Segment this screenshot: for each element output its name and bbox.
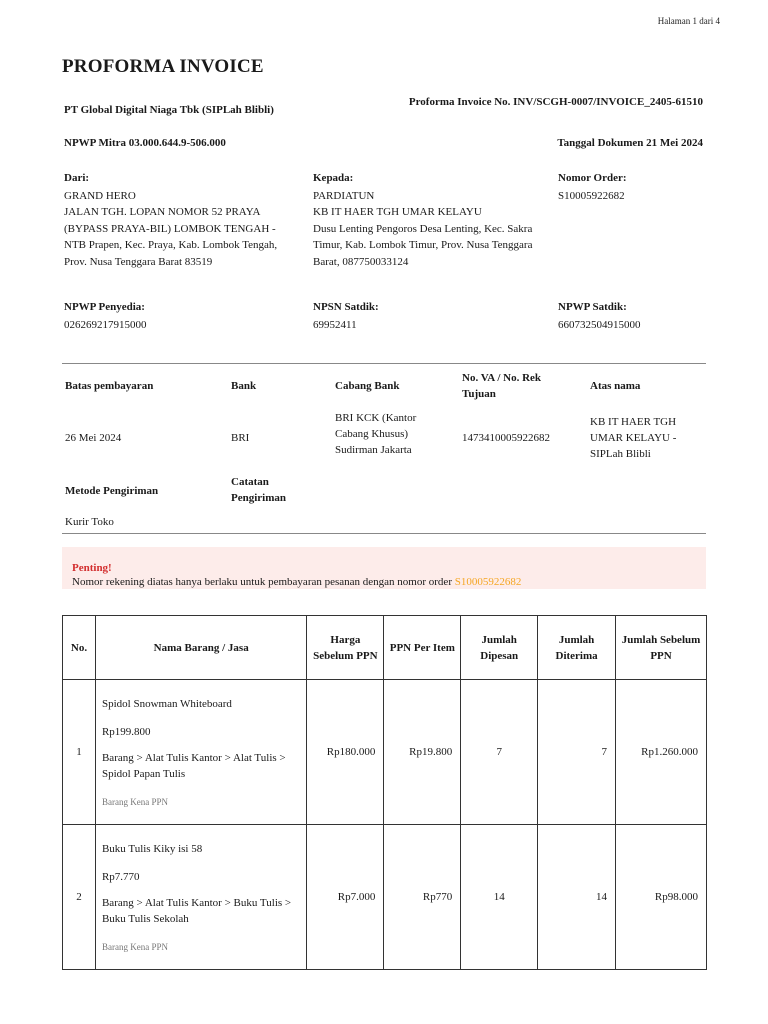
payment-deadline: 26 Mei 2024	[65, 432, 122, 444]
shipping-note-header: Catatan Pengiriman	[231, 476, 286, 504]
document-title: PROFORMA INVOICE	[62, 56, 264, 77]
payment-branch: BRI KCK (Kantor Cabang Khusus) Sudirman Jakarta	[335, 412, 417, 456]
row-price-before-ppn: Rp180.000	[307, 680, 384, 825]
order-label: Nomor Order:	[558, 172, 627, 184]
item-price: Rp199.800	[101, 726, 151, 738]
row-total: Rp98.000	[616, 825, 707, 970]
item-category: Barang > Alat Tulis Kantor > Buku Tulis > Buku Tulis Sekolah	[101, 897, 292, 925]
from-name: GRAND HERO	[64, 189, 136, 202]
header-name: Nama Barang / Jasa	[95, 616, 306, 680]
header-qty-ordered: Jumlah Dipesan	[461, 616, 538, 680]
from-label: Dari:	[64, 172, 90, 184]
payment-va-header: No. VA / No. Rek Tujuan	[462, 372, 542, 400]
to-name: PARDIATUN	[313, 189, 375, 202]
items-table	[62, 615, 707, 970]
row-total: Rp1.260.000	[616, 680, 707, 825]
table-row	[63, 680, 707, 825]
npwp-penyedia-value: 026269217915000	[64, 318, 147, 331]
payment-holder-header: Atas nama	[590, 380, 641, 392]
document-date: Tanggal Dokumen 21 Mei 2024	[557, 137, 703, 149]
row-qty-ordered: 7	[461, 680, 538, 825]
to-address: Dusu Lenting Pengoros Desa Lenting, Kec. Sakra Timur, Kab. Lombok Timur, Prov. Nusa Tenggara Barat, 087750033124	[313, 222, 533, 268]
payment-holder: KB IT HAER TGH UMAR KELAYU - SIPLah Blibli	[590, 416, 677, 460]
payment-bank-header: Bank	[231, 380, 257, 392]
notice-title: Penting!	[72, 562, 112, 574]
header-price-before-ppn: Harga Sebelum PPN	[307, 616, 384, 680]
row-price-before-ppn: Rp7.000	[307, 825, 384, 970]
row-description	[95, 825, 306, 970]
notice-text: Nomor rekening diatas hanya berlaku untuk pembayaran pesanan dengan nomor order	[72, 576, 452, 588]
company-name: PT Global Digital Niaga Tbk (SIPLah Blibli)	[64, 104, 274, 116]
npsn-satdik-value: 69952411	[313, 318, 357, 331]
shipping-method: Kurir Toko	[65, 516, 114, 528]
npwp-satdik-block	[558, 299, 708, 333]
npsn-satdik-block	[313, 299, 513, 333]
item-category: Barang > Alat Tulis Kantor > Alat Tulis > Spidol Papan Tulis	[101, 752, 286, 780]
from-address: JALAN TGH. LOPAN NOMOR 52 PRAYA (BYPASS PRAYA-BIL) LOMBOK TENGAH - NTB Prapen, Kec. Praya, Kab. Lombok Tengah, Prov. Nusa Tenggara Barat 83519	[64, 206, 278, 268]
to-block	[313, 170, 539, 270]
header-no: No.	[63, 616, 96, 680]
npwp-satdik-label: NPWP Satdik:	[558, 301, 627, 313]
row-description	[95, 680, 306, 825]
payment-branch-header: Cabang Bank	[335, 380, 400, 392]
row-no: 1	[63, 680, 96, 825]
row-no: 2	[63, 825, 96, 970]
npsn-satdik-label: NPSN Satdik:	[313, 301, 379, 313]
row-ppn: Rp770	[384, 825, 461, 970]
payment-deadline-header: Batas pembayaran	[65, 380, 154, 392]
invoice-number: Proforma Invoice No. INV/SCGH-0007/INVOICE_2405-61510	[408, 96, 703, 108]
item-tax-status: Barang Kena PPN	[101, 942, 168, 952]
notice-order-number: S10005922682	[454, 576, 522, 588]
item-price: Rp7.770	[101, 871, 140, 883]
to-school: KB IT HAER TGH UMAR KELAYU	[313, 206, 482, 218]
order-block	[558, 170, 708, 204]
to-label: Kepada:	[313, 172, 354, 184]
shipping-method-header: Metode Pengiriman	[65, 485, 159, 497]
divider-bottom	[62, 533, 706, 534]
header-total-before-ppn: Jumlah Sebelum PPN	[616, 616, 707, 680]
npwp-mitra: NPWP Mitra 03.000.644.9-506.000	[64, 137, 226, 149]
order-number: S10005922682	[558, 189, 625, 202]
from-block	[64, 170, 292, 270]
payment-bank: BRI	[231, 432, 250, 444]
npwp-satdik-value: 660732504915000	[558, 318, 641, 331]
table-row	[63, 825, 707, 970]
row-qty-received: 7	[538, 680, 616, 825]
item-tax-status: Barang Kena PPN	[101, 797, 168, 807]
payment-va: 1473410005922682	[462, 432, 550, 444]
row-qty-ordered: 14	[461, 825, 538, 970]
page-indicator: Halaman 1 dari 4	[657, 16, 720, 26]
important-notice	[62, 547, 706, 589]
table-header-row	[63, 616, 707, 680]
header-ppn-per-item: PPN Per Item	[384, 616, 461, 680]
header-qty-received: Jumlah Diterima	[538, 616, 616, 680]
row-qty-received: 14	[538, 825, 616, 970]
row-ppn: Rp19.800	[384, 680, 461, 825]
npwp-penyedia-block	[64, 299, 264, 333]
npwp-penyedia-label: NPWP Penyedia:	[64, 301, 145, 313]
item-name: Buku Tulis Kiky isi 58	[101, 843, 203, 855]
item-name: Spidol Snowman Whiteboard	[101, 698, 232, 710]
divider-top	[62, 363, 706, 364]
